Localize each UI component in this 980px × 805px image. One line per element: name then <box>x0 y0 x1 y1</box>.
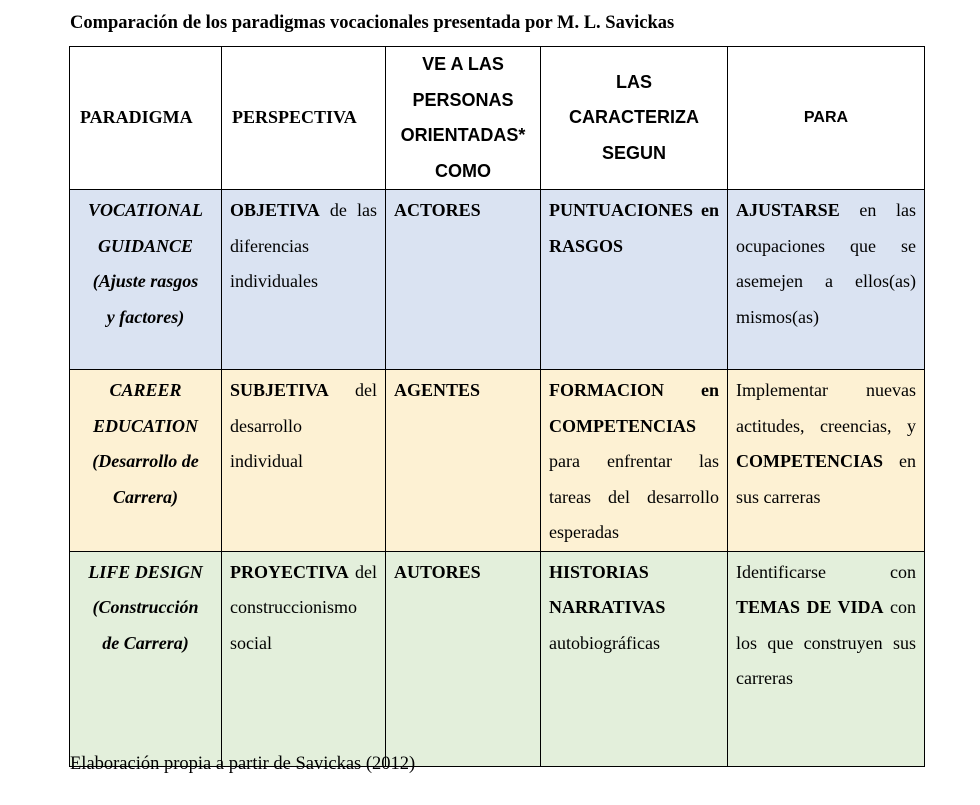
para-text: Identificarse con <box>736 561 916 582</box>
perspectiva-text: del desarrollo individual <box>230 380 377 471</box>
paradigma-line: CAREER <box>109 380 182 400</box>
cell-paradigma <box>70 370 222 552</box>
paradigma-line: (Construcción <box>92 597 199 617</box>
cell-paradigma <box>70 190 222 370</box>
paradigma-line: EDUCATION <box>92 415 199 436</box>
segun-text: para enfrentar las tareas del desarrollo esperadas <box>549 451 719 542</box>
header-las-line: LAS <box>616 71 652 92</box>
paradigma-line: de Carrera) <box>102 632 189 653</box>
paradigma-line: (Ajuste rasgos <box>92 271 199 291</box>
cell-segun <box>541 551 728 766</box>
segun-keyword: PUNTUACIONES en RASGOS <box>549 200 719 256</box>
document-title: Comparación de los paradigmas vocacionales presentada por M. L. Savickas <box>70 13 675 33</box>
header-ve-line: PERSONAS <box>412 89 514 110</box>
segun-text: autobiográficas <box>549 632 660 653</box>
para-text: Implementar nuevas actitudes, creencias, y <box>736 380 916 436</box>
header-ve-line: ORIENTADAS* <box>400 125 526 145</box>
perspectiva-text: de las diferencias individuales <box>230 200 377 291</box>
cell-segun <box>541 190 728 370</box>
para-keyword: TEMAS DE VIDA <box>736 597 884 617</box>
table-header-row <box>70 47 925 190</box>
paradigma-line: (Desarrollo de <box>92 451 199 471</box>
ve-keyword: AGENTES <box>394 380 481 400</box>
para-text: en las ocupaciones que se asemejen a ellos(as) mismos(as) <box>736 200 916 327</box>
table-row-career-education <box>70 370 925 552</box>
ve-keyword: AUTORES <box>394 561 481 582</box>
para-text: en sus carreras <box>736 451 916 507</box>
header-ve-como <box>386 47 541 190</box>
header-ve-line: COMO <box>435 160 491 181</box>
ve-keyword: ACTORES <box>394 200 481 220</box>
cell-ve-como <box>386 190 541 370</box>
header-ve-line: VE A LAS <box>422 54 504 74</box>
source-caption: Elaboración propia a partir de Savickas (2012) <box>70 754 416 774</box>
cell-ve-como <box>386 551 541 766</box>
cell-para <box>728 551 925 766</box>
cell-para <box>728 190 925 370</box>
header-caracteriza-segun <box>541 47 728 190</box>
paradigma-line: LIFE DESIGN <box>88 561 203 582</box>
table-row-life-design <box>70 551 925 766</box>
paradigma-line: GUIDANCE <box>97 235 194 256</box>
header-paradigma: PARADIGMA <box>70 47 222 190</box>
cell-para <box>728 370 925 552</box>
paradigma-line: VOCATIONAL <box>87 200 204 220</box>
cell-perspectiva <box>222 551 386 766</box>
cell-segun <box>541 370 728 552</box>
header-las-line: SEGUN <box>601 142 666 163</box>
header-las-line: CARACTERIZA <box>569 107 699 128</box>
para-text: con los que construyen sus carreras <box>736 597 916 688</box>
table-row-vocational-guidance <box>70 190 925 370</box>
para-keyword: AJUSTARSE <box>736 200 840 220</box>
segun-keyword: FORMACION en COMPETENCIAS <box>549 380 719 436</box>
paradigma-line: y factores) <box>106 306 185 327</box>
cell-ve-como <box>386 370 541 552</box>
para-keyword: COMPETENCIAS <box>736 451 884 471</box>
cell-perspectiva <box>222 370 386 552</box>
perspectiva-keyword: PROYECTIVA <box>230 561 349 582</box>
segun-keyword: HISTORIAS NARRATIVAS <box>549 561 666 617</box>
perspectiva-text: del construccionismo social <box>230 561 377 653</box>
cell-perspectiva <box>222 190 386 370</box>
header-para: PARA <box>728 47 925 190</box>
paradigma-line: Carrera) <box>112 486 178 507</box>
perspectiva-keyword: OBJETIVA <box>230 200 320 220</box>
cell-paradigma <box>70 551 222 766</box>
perspectiva-keyword: SUBJETIVA <box>230 380 329 400</box>
paradigms-table <box>69 46 925 767</box>
header-perspectiva: PERSPECTIVA <box>222 47 386 190</box>
